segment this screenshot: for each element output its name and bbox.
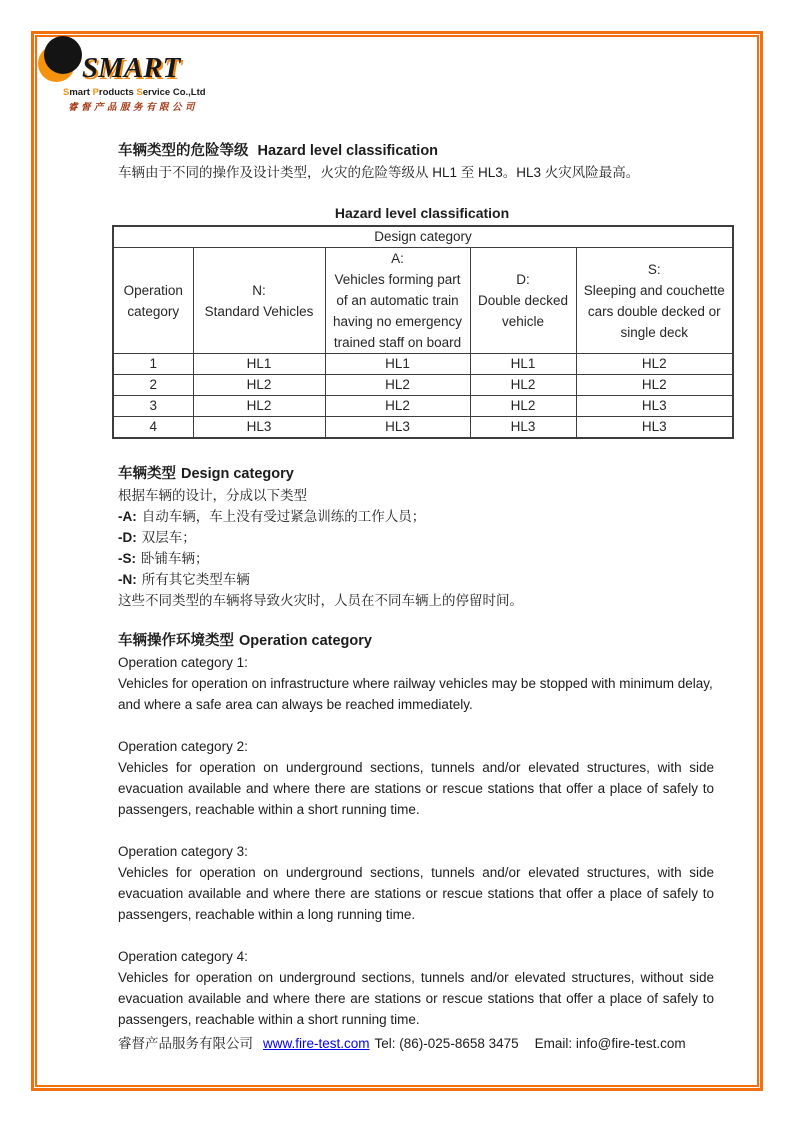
header-col-a-desc: Vehicles forming part of an automatic train having no emergency trained staff on board <box>332 272 463 350</box>
hazard-level-table <box>112 225 734 439</box>
design-item-s <box>118 548 714 569</box>
header-col-s <box>576 248 733 354</box>
design-item-s-code: -S: <box>118 551 136 566</box>
design-item-n <box>118 569 714 590</box>
header-col-d-code: D: <box>516 272 530 287</box>
hl-cell: HL3 <box>325 417 470 439</box>
hl-cell: HL2 <box>470 396 576 417</box>
content-column <box>118 0 725 1030</box>
hl-cell: HL3 <box>576 417 733 439</box>
header-col-n <box>193 248 325 354</box>
main-heading-cn: 车辆类型的危险等级 <box>118 143 249 159</box>
hl-cell: HL1 <box>193 354 325 375</box>
design-item-d-text: 双层车； <box>141 530 196 545</box>
logo-company-cn: 睿督产品服务有限公司 <box>68 103 199 113</box>
operation-category-heading <box>118 631 714 652</box>
operation-category-4-text: Vehicles for operation on underground sections, tunnels and/or elevated structures, without side evacuation available and where there are stations or rescue stations that offer a place of safely to passengers, reachable within a short running time. <box>118 970 714 1027</box>
design-category-heading <box>118 464 714 485</box>
logo-company-en: Smart Products Service Co.,Ltd <box>63 87 206 98</box>
operation-category-1-label: Operation category 1: <box>118 655 248 670</box>
hl-cell: HL2 <box>325 375 470 396</box>
hl-cell: HL1 <box>325 354 470 375</box>
design-item-d <box>118 527 714 548</box>
logo-brand-text: SMART <box>82 52 181 84</box>
table-header-row <box>113 248 733 354</box>
hl-cell: HL2 <box>470 375 576 396</box>
hl-cell: HL2 <box>193 375 325 396</box>
header-col-d-desc: Double decked vehicle <box>477 293 569 329</box>
hl-cell: HL3 <box>470 417 576 439</box>
operation-category-1-text: Vehicles for operation on infrastructure where railway vehicles may be stopped with minimum delay, and where a safe area can always be reached immediately. <box>118 676 713 712</box>
hl-cell: HL2 <box>193 396 325 417</box>
design-category-heading-en: Design category <box>181 466 294 482</box>
hl-cell: HL2 <box>325 396 470 417</box>
design-item-n-text: 所有其它类型车辆 <box>141 572 250 587</box>
header-col-n-code: N: <box>252 282 266 298</box>
table-row <box>113 354 733 375</box>
header-operation-category: Operation category <box>113 248 193 354</box>
operation-category-heading-cn: 车辆操作环境类型 <box>118 633 234 649</box>
operation-category-2-text: Vehicles for operation on underground sections, tunnels and/or elevated structures, with side evacuation available and where there are stations or rescue stations that offer a place of safely to passengers, reachable within a short running time. <box>118 760 714 817</box>
operation-category-2-label: Operation category 2: <box>118 739 248 754</box>
header-col-a-code: A: <box>391 251 404 266</box>
op-cat-cell: 4 <box>113 417 193 439</box>
op-cat-cell: 3 <box>113 396 193 417</box>
header-col-s-code: S: <box>647 261 661 277</box>
logo-circle-icon <box>44 36 82 74</box>
footer-company: 睿督产品服务有限公司 <box>118 1036 253 1051</box>
table-title: Hazard level classification <box>334 205 510 221</box>
design-category-intro: 根据车辆的设计，分成以下类型 <box>118 488 307 503</box>
footer <box>118 1033 686 1054</box>
footer-website-link[interactable]: www.fire-test.com <box>263 1036 370 1051</box>
table-row <box>113 375 733 396</box>
op-cat-cell: 2 <box>113 375 193 396</box>
hl-cell: HL2 <box>576 354 733 375</box>
header-col-d <box>470 248 576 354</box>
operation-category-heading-en: Operation category <box>239 633 372 649</box>
design-item-s-text: 卧铺车辆； <box>141 551 209 566</box>
table-row <box>113 417 733 439</box>
main-heading <box>118 141 714 162</box>
design-category-span-cell: Design category <box>113 226 733 248</box>
design-category-heading-cn: 车辆类型 <box>118 466 176 482</box>
design-item-a-text: 自动车辆，车上没有受过紧急训练的工作人员； <box>141 509 426 524</box>
hl-cell: HL1 <box>470 354 576 375</box>
op-cat-cell: 1 <box>113 354 193 375</box>
operation-category-4-label: Operation category 4: <box>118 949 248 964</box>
design-item-a <box>118 506 714 527</box>
design-item-n-code: -N: <box>118 572 137 587</box>
main-heading-en: Hazard level classification <box>257 143 439 159</box>
design-item-d-code: -D: <box>118 530 137 545</box>
hazard-table-block <box>112 204 732 439</box>
design-item-a-code: -A: <box>118 509 137 524</box>
header-col-n-desc: Standard Vehicles <box>204 303 314 319</box>
table-row-design-category <box>113 226 733 248</box>
intro-paragraph: 车辆由于不同的操作及设计类型，火灾的危险等级从 HL1 至 HL3。HL3 火灾风险最高。 <box>118 165 640 180</box>
footer-tel: Tel: (86)-025-8658 3475 <box>374 1036 519 1051</box>
hl-cell: HL3 <box>576 396 733 417</box>
operation-category-3-text: Vehicles for operation on underground sections, tunnels and/or elevated structures, with side evacuation available and where there are stations or rescue stations that offer a place of safely to passengers, reachable within a long running time. <box>118 865 714 922</box>
footer-email: Email: info@fire-test.com <box>534 1036 686 1051</box>
header-col-s-desc: Sleeping and couchette cars double decked or single deck <box>583 282 725 340</box>
table-row <box>113 396 733 417</box>
header-col-a <box>325 248 470 354</box>
hl-cell: HL2 <box>576 375 733 396</box>
hl-cell: HL3 <box>193 417 325 439</box>
operation-category-3-label: Operation category 3: <box>118 844 248 859</box>
design-category-note: 这些不同类型的车辆将导致火灾时，人员在不同车辆上的停留时间。 <box>118 593 523 608</box>
